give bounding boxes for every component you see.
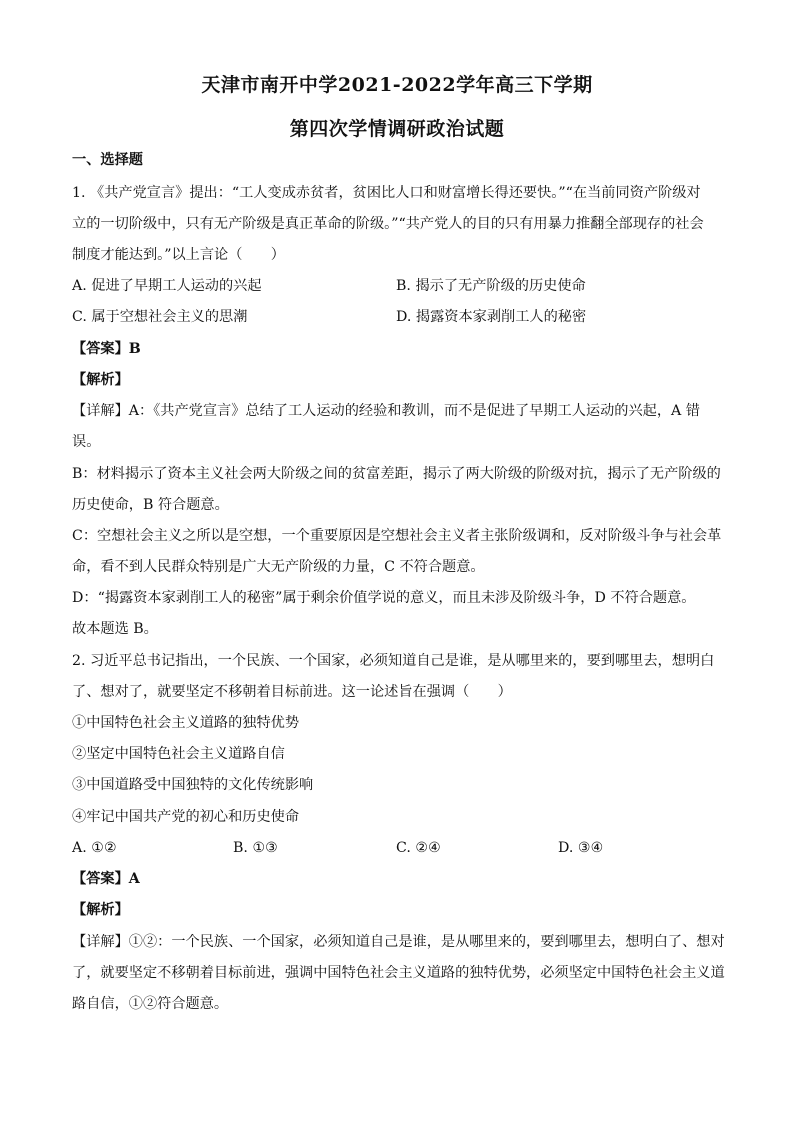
q1-detail-line4: 历史使命，B 符合题意。 [72, 497, 229, 513]
q2-stem-line2: 了、想对了，就要坚定不移朝着目标前进。这一论述旨在强调（ ） [72, 684, 512, 700]
q2-item-3: ③中国道路受中国独特的文化传统影响 [72, 777, 314, 793]
document-title-line2: 第四次学情调研政治试题 [289, 118, 505, 140]
q1-stem-line2: 立的一切阶级中，只有无产阶级是真正革命的阶级。”“共产党人的目的只有用暴力推翻全部现存的社会 [72, 216, 704, 232]
q1-analysis-tag: 【解析】 [72, 372, 129, 388]
q1-detail-line7: D：“揭露资本家剥削工人的秘密”属于剩余价值学说的意义，而且未涉及阶级斗争，D 不符合题意。 [72, 590, 696, 606]
document-title-line1: 天津市南开中学2021-2022学年高三下学期 [201, 74, 593, 96]
q2-analysis-tag: 【解析】 [72, 902, 129, 918]
q1-answer: 【答案】B [72, 341, 141, 357]
q2-detail-line1: 【详解】①②：一个民族、一个国家，必须知道自己是谁，是从哪里来的，要到哪里去，想明白了、想对 [72, 934, 725, 950]
q2-stem-line1: 2. 习近平总书记指出，一个民族、一个国家，必须知道自己是谁，是从哪里来的，要到哪里去，想明白 [72, 653, 715, 669]
q2-detail-line2: 了，就要坚定不移朝着目标前进，强调中国特色社会主义道路的独特优势，必须坚定中国特色社会主义道 [72, 965, 725, 981]
q2-option-d: D. ③④ [558, 840, 604, 856]
q2-answer: 【答案】A [72, 871, 140, 887]
q1-option-c: C. 属于空想社会主义的思潮 [72, 309, 248, 325]
q1-detail-line6: 命，看不到人民群众特别是广大无产阶级的力量，C 不符合题意。 [72, 559, 485, 575]
q2-option-b: B. ①③ [233, 840, 278, 856]
q2-item-1: ①中国特色社会主义道路的独特优势 [72, 715, 300, 731]
q1-option-d: D. 揭露资本家剥削工人的秘密 [396, 309, 587, 325]
q2-option-c: C. ②④ [396, 840, 441, 856]
q1-option-b: B. 揭示了无产阶级的历史使命 [396, 278, 586, 294]
q2-detail-line3: 路自信，①②符合题意。 [72, 996, 229, 1012]
q2-item-4: ④牢记中国共产党的初心和历史使命 [72, 809, 300, 825]
q2-option-a: A. ①② [72, 840, 117, 856]
q1-stem-line3: 制度才能达到。”以上言论（ ） [72, 247, 285, 263]
q1-detail-line1: 【详解】A：《共产党宣言》总结了工人运动的经验和教训，而不是促进了早期工人运动的兴起，A 错 [72, 403, 700, 419]
q1-detail-line8: 故本题选 B。 [72, 621, 158, 637]
section-heading: 一、选择题 [72, 152, 143, 168]
q1-detail-line2: 误。 [72, 434, 101, 450]
q1-detail-line3: B：材料揭示了资本主义社会两大阶级之间的贫富差距，揭示了两大阶级的阶级对抗，揭示了无产阶级的 [72, 466, 721, 482]
q1-option-a: A. 促进了早期工人运动的兴起 [72, 278, 262, 294]
q1-detail-line5: C：空想社会主义之所以是空想，一个重要原因是空想社会主义者主张阶级调和，反对阶级斗争与社会革 [72, 528, 722, 544]
q2-item-2: ②坚定中国特色社会主义道路自信 [72, 746, 285, 762]
q1-stem-line1: 1. 《共产党宣言》提出：“工人变成赤贫者，贫困比人口和财富增长得还要快。”“在当前同资产阶级对 [72, 185, 701, 201]
